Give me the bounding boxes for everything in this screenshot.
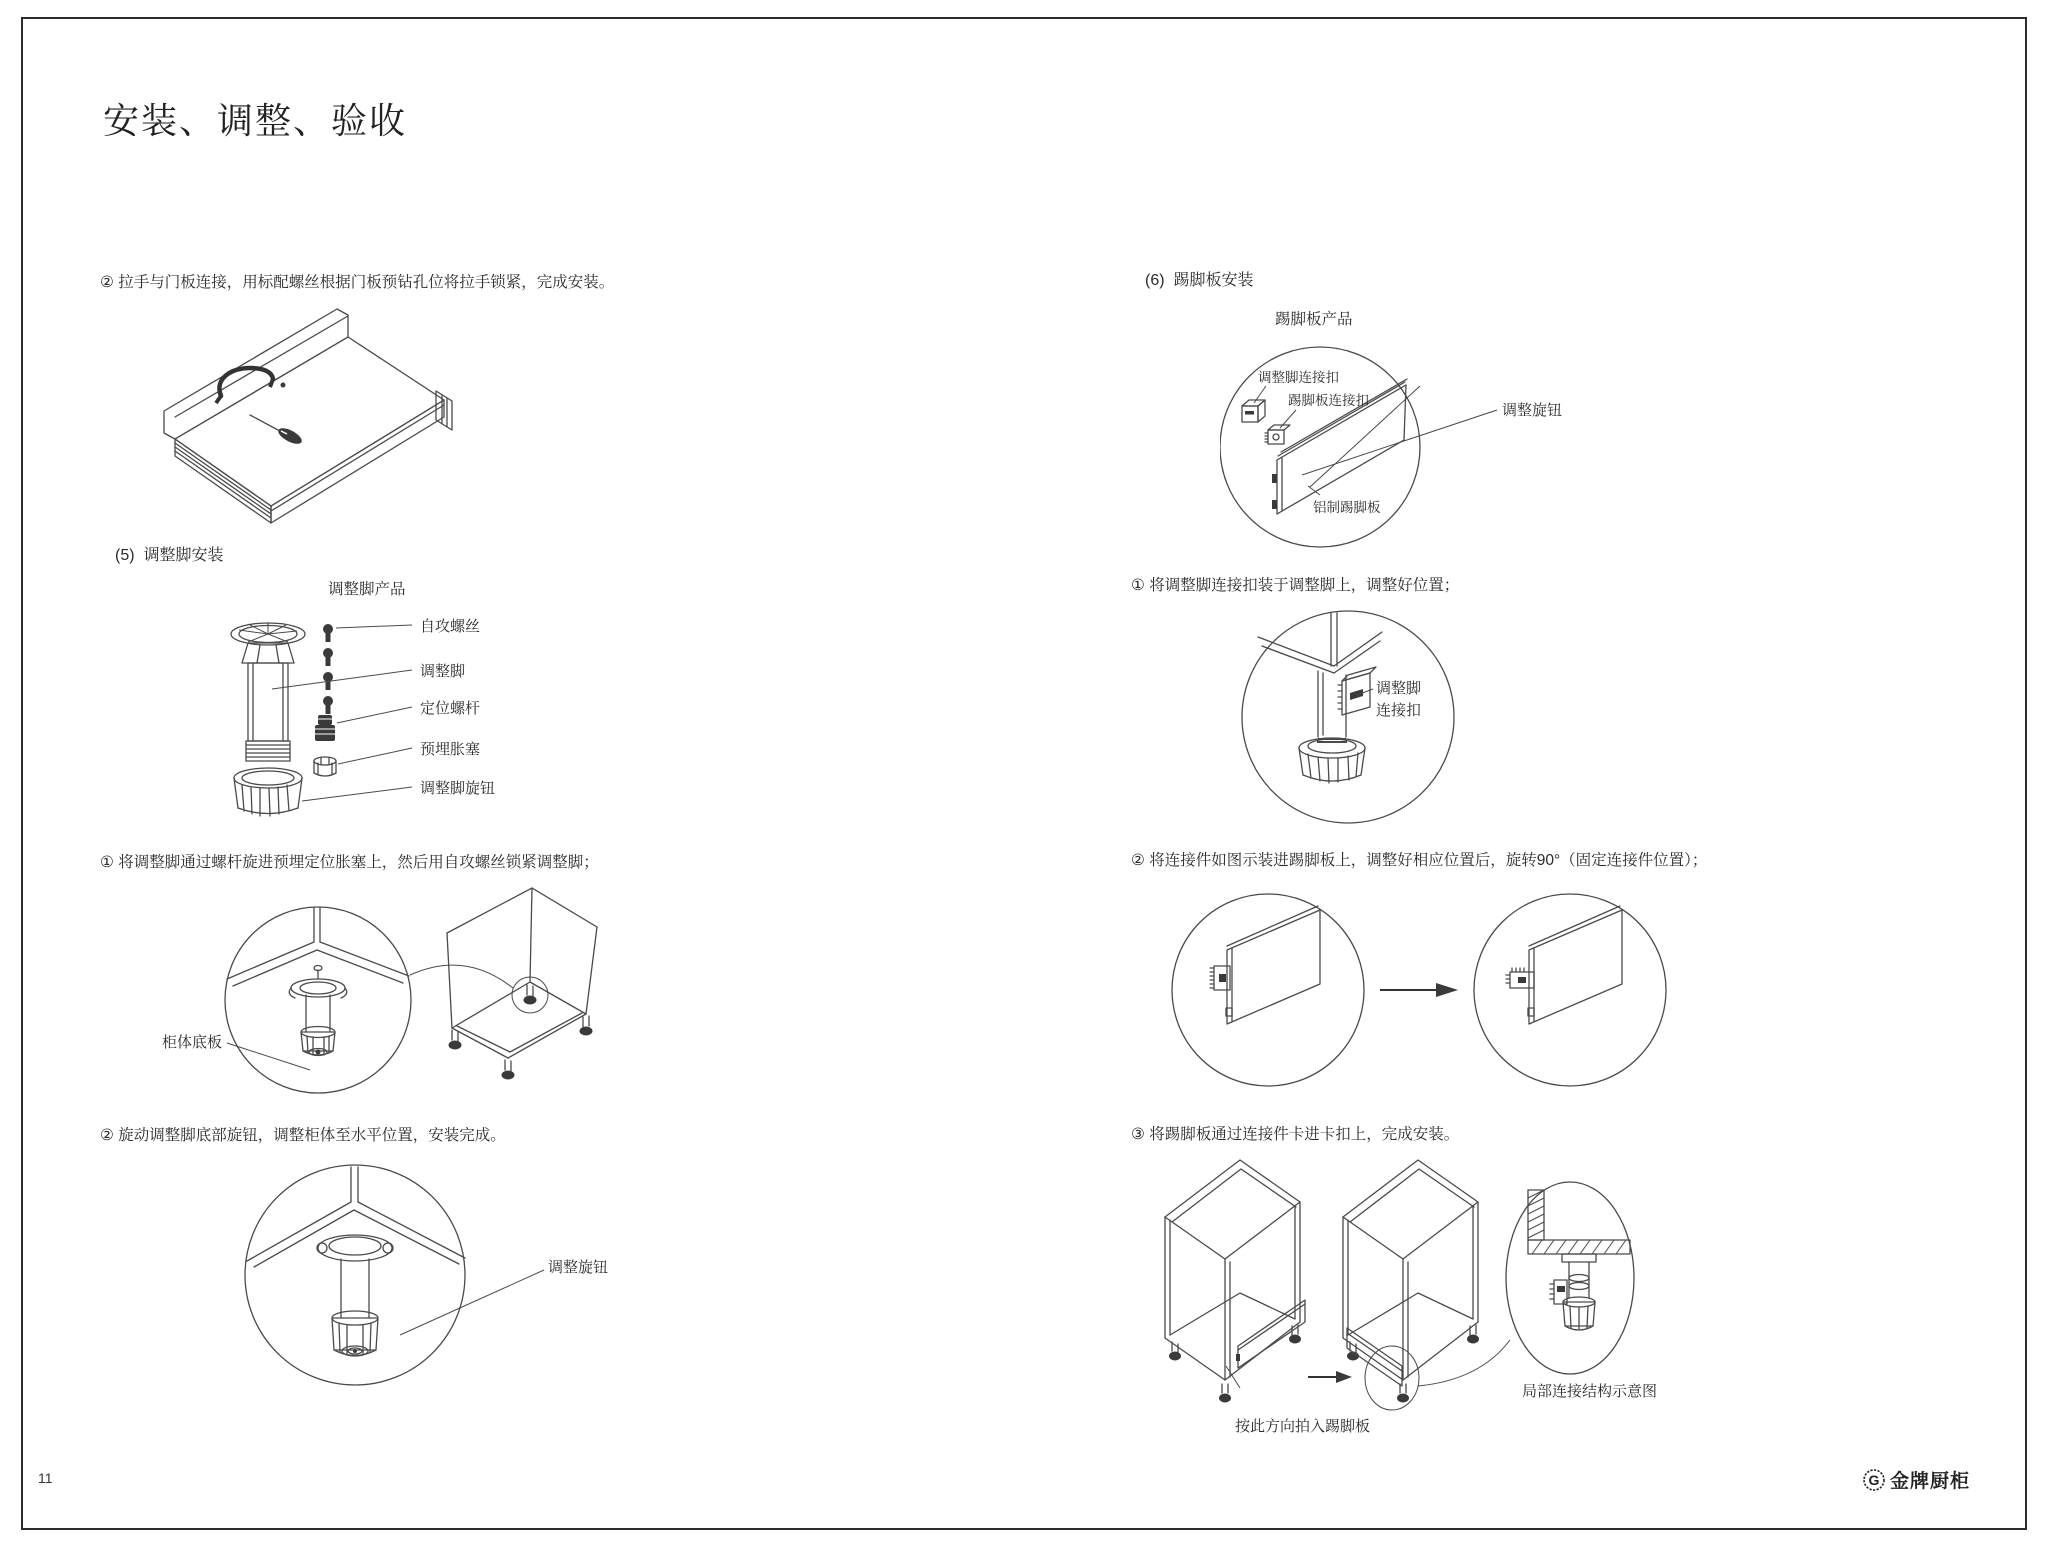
local-connection-detail xyxy=(1506,1182,1634,1374)
before-rotation xyxy=(1172,894,1364,1086)
detail-highlight-circle xyxy=(1365,1346,1419,1410)
embedded-anchor xyxy=(314,757,336,776)
label-insert-direction: 按此方向拍入踢脚板 xyxy=(1235,1418,1371,1435)
kick-plate-product-diagram xyxy=(1220,340,1720,575)
label-local-detail: 局部连接结构示意图 xyxy=(1522,1383,1658,1400)
screws xyxy=(323,624,333,714)
after-rotation xyxy=(1474,894,1666,1086)
cabinet-before xyxy=(1165,1160,1301,1403)
step-6-3-text: ③ 将踢脚板通过连接件卡进卡扣上，完成安装。 xyxy=(1131,1126,1460,1143)
step-6-2-text: ② 将连接件如图示装进踢脚板上，调整好相应位置后，旋转90°（固定连接件位置）； xyxy=(1131,852,1708,869)
adjustable-foot-exploded-diagram xyxy=(160,615,590,850)
foot-clip-mounted-diagram xyxy=(1230,605,1600,830)
section-6-heading: (6) 踢脚板安装 xyxy=(1145,272,1254,289)
plate-product-caption: 踢脚板产品 xyxy=(1275,311,1353,328)
label-foot-clip-line1: 调整脚 xyxy=(1376,680,1422,697)
step-5-1-text: ① 将调整脚通过螺杆旋进预埋定位胀塞上，然后用自攻螺丝锁紧调整脚； xyxy=(100,854,599,871)
foot-product-caption: 调整脚产品 xyxy=(328,581,406,598)
label-positioning-stud: 定位螺杆 xyxy=(420,700,481,717)
label-foot-clip: 调整脚连接扣 xyxy=(1258,370,1339,385)
label-aluminum-plate: 铝制踢脚板 xyxy=(1313,500,1381,515)
step-6-1-text: ① 将调整脚连接扣装于调整脚上，调整好位置； xyxy=(1131,577,1460,594)
label-embedded-anchor: 预埋胀塞 xyxy=(420,741,481,758)
foot-on-bottom-panel-diagram xyxy=(100,880,620,1125)
positioning-stud xyxy=(315,715,335,741)
step-5-2-text: ② 旋动调整脚底部旋钮，调整柜体至水平位置，安装完成。 xyxy=(100,1127,506,1144)
brand-g-icon xyxy=(1862,1468,1886,1492)
page-title: 安装、调整、验收 xyxy=(103,100,408,141)
foot-clip-part xyxy=(1242,400,1265,422)
brand-logo xyxy=(1862,1466,1970,1493)
label-adjust-knob: 调整旋钮 xyxy=(548,1259,609,1276)
arrow-icon-2 xyxy=(1336,1371,1352,1383)
label-self-tapping-screw: 自攻螺丝 xyxy=(420,618,481,635)
foot-knob xyxy=(234,768,302,816)
svg-text:G: G xyxy=(1868,1471,1880,1488)
arrow-icon xyxy=(1436,983,1458,997)
kick-plate-inserting xyxy=(1226,1300,1305,1388)
label-foot-knob: 调整脚旋钮 xyxy=(420,780,496,797)
kick-plate-assembly-diagram xyxy=(1150,1150,1890,1495)
label-plate-clip: 踢脚板连接扣 xyxy=(1288,393,1369,408)
foot-cap xyxy=(231,623,305,663)
label-foot-clip-line2: 连接扣 xyxy=(1376,702,1422,719)
plate-clip-part xyxy=(1265,425,1290,444)
connector-clip xyxy=(1338,667,1376,715)
upside-down-cabinet xyxy=(410,888,597,1080)
label-adjust-knob-2: 调整旋钮 xyxy=(1502,402,1563,419)
cabinet-after xyxy=(1343,1160,1479,1403)
knob-adjust-diagram xyxy=(170,1160,650,1445)
door-panel-handle-diagram xyxy=(100,290,520,530)
section-5-heading: (5) 调整脚安装 xyxy=(115,547,224,564)
brand-name: 金牌厨柜 xyxy=(1890,1471,1971,1492)
connector-rotate-diagram xyxy=(1170,890,1730,1135)
label-cabinet-bottom-panel: 柜体底板 xyxy=(162,1034,223,1051)
page-number: 11 xyxy=(38,1470,53,1486)
label-adjustable-foot: 调整脚 xyxy=(420,663,466,680)
screwdriver-icon xyxy=(250,415,304,447)
step-handle-text: ② 拉手与门板连接，用标配螺丝根据门板预钻孔位将拉手锁紧，完成安装。 xyxy=(100,274,615,291)
foot-body xyxy=(246,663,290,761)
